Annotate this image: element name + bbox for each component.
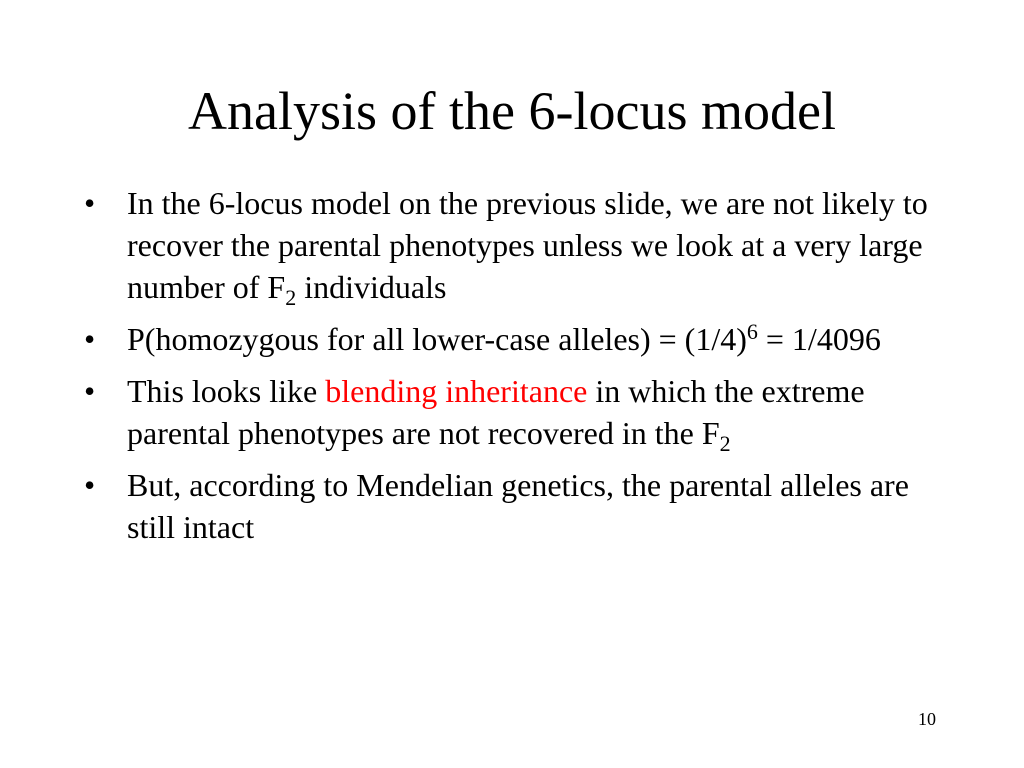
bullet-item bbox=[84, 318, 954, 360]
page-number: 10 bbox=[918, 709, 936, 729]
bullet-text: P(homozygous for all lower-case alleles) = (1/4) bbox=[127, 321, 747, 357]
bullet-dot: • bbox=[84, 321, 96, 357]
bullet-text-continued: individuals bbox=[296, 269, 447, 305]
subscript: 2 bbox=[285, 285, 297, 310]
bullet-dot: • bbox=[84, 467, 96, 503]
bullet-text-continued: = 1/4096 bbox=[757, 321, 881, 357]
superscript: 6 bbox=[746, 319, 758, 344]
bullet-item bbox=[84, 182, 954, 308]
bullet-text: This looks like bbox=[127, 373, 326, 409]
bullet-text: But, according to Mendelian genetics, the parental alleles are still intact bbox=[127, 467, 909, 545]
bullet-item bbox=[84, 370, 954, 454]
bullet-item bbox=[84, 464, 954, 548]
bullet-text: In the 6-locus model on the previous slide, we are not likely to recover the parental phenotypes unless we look at a very large number of F bbox=[127, 185, 928, 305]
bullet-text-continued: in which the extreme parental phenotypes are not recovered in the F bbox=[127, 373, 865, 451]
highlighted-term: blending inheritance bbox=[325, 373, 588, 409]
subscript: 2 bbox=[719, 431, 731, 456]
bullet-dot: • bbox=[84, 185, 96, 221]
bullet-dot: • bbox=[84, 373, 96, 409]
slide-title: Analysis of the 6-locus model bbox=[188, 81, 836, 141]
bullet-list bbox=[84, 182, 954, 558]
